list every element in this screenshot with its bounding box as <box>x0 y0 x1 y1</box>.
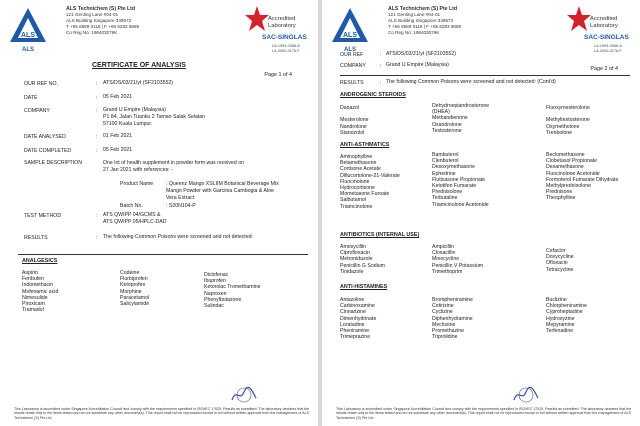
our-ref-value: ATS/DS/03/21/yt (SF2103552) <box>103 80 173 86</box>
analgesics-column-2 <box>120 270 149 307</box>
poison-item: Tramadol <box>22 307 44 314</box>
asthmatics-column-1 <box>340 154 400 210</box>
poison-item: Indomethacin <box>22 282 54 289</box>
batch-value: : S20N104-P <box>166 203 196 209</box>
poison-item: Ketorolac Tromethamine <box>204 284 261 291</box>
date-completed-value: 05 Feb 2021 <box>103 147 133 153</box>
accreditation-numbers: LA-1993-0066-A LA-2000-0176-F <box>272 44 300 53</box>
asthmatics-heading: ANTI-ASTHMATICS <box>340 142 390 148</box>
poison-item: Sulindac <box>204 303 224 310</box>
poison-item: Ampicillin <box>432 244 454 250</box>
poison-item: Cetirizine <box>432 303 454 310</box>
histamines-column-3 <box>546 297 587 334</box>
poison-item: Morphine <box>120 288 142 295</box>
poison-item: Triamcinolone Acetonide <box>432 201 489 208</box>
accreditation-star-icon <box>244 4 270 34</box>
als-logo-icon <box>8 6 48 46</box>
poison-item: (DHEA) <box>432 109 450 116</box>
results-text: The following Common Poisons were screened and not detected: (Cont'd) <box>386 79 556 85</box>
poison-item: Fluticasone Propionate <box>432 176 486 183</box>
poison-item: Promethazine <box>432 328 465 335</box>
poison-item: Cinnarizine <box>340 309 366 316</box>
accreditation-star-icon <box>566 4 592 34</box>
analgesics-column-1 <box>22 270 58 313</box>
svg-text:ALS: ALS <box>343 32 357 39</box>
batch-label: Batch No. <box>120 203 143 209</box>
poison-item: Prednisone <box>546 189 573 196</box>
poison-item: Hydroxyzine <box>546 315 575 322</box>
poison-item: Cortisone Acetate <box>340 166 381 173</box>
company-phone: T +65 6589 0118 | F +65 6283 9689 <box>66 24 140 29</box>
poison-item: Loratadine <box>340 321 365 328</box>
signature-stamp-icon <box>512 386 540 404</box>
poison-item: Ketotifen Fumarate <box>432 183 477 190</box>
accreditation-badge <box>566 4 630 62</box>
accreditation-numbers: LA-1993-0066-A LA-2000-0176-F <box>594 44 622 53</box>
company-address-1: 121 Genting Lane #04-01 <box>66 12 119 17</box>
company-header <box>388 6 461 36</box>
poison-item: Fluocinolone <box>340 178 370 185</box>
poison-item: Betamethasone <box>340 160 377 167</box>
poison-item: Tetracycline <box>546 266 574 273</box>
poison-item: Mesterolone <box>340 117 369 124</box>
poison-item: Ofloxacin <box>546 260 568 267</box>
poison-item: Antazoline <box>340 297 365 303</box>
poison-item: Penicillin V Potassium <box>432 262 484 269</box>
poison-item: Triamcinolone <box>340 203 373 210</box>
product-label: Product Name <box>120 181 154 187</box>
poison-item: Chlorpheniramine <box>546 303 587 310</box>
poison-item: Cefaclor <box>546 248 566 254</box>
histamines-column-2 <box>432 297 473 340</box>
poison-item: Diflucortolone-21-Valerate <box>340 172 400 179</box>
poison-item: Desoxymethasone <box>432 164 475 171</box>
poison-item: Nandrolone <box>340 123 367 130</box>
client-address-2: 57100 Kuala Lumpur. <box>103 120 153 127</box>
poison-item: Stanozolol <box>340 129 365 136</box>
poison-item: Fluoxymesterolone <box>546 105 590 111</box>
section-divider <box>18 254 308 255</box>
company-value: Grand U Empire (Malaysia) <box>386 62 449 68</box>
company-phone: T +65 6589 0118 | F +65 6283 9689 <box>388 24 462 29</box>
accreditation-footer: This Laboratory is accredited under Singapore Accreditation Council and comply with the requirements specified in ISO/IEC 17025. Results as submitted. The laboratory declares that the results relate only to the items tested and do not substitute any other document(s). This report shall not be reproduced except in full without written approval from the management of ALS Technichem (S) Pte Ltd. <box>336 406 632 420</box>
poison-item: Terbutaline <box>432 195 458 202</box>
poison-item: Danazol <box>340 105 360 111</box>
poison-item: Ephedrine <box>432 170 456 177</box>
accreditation-body: SAC-SINGLAS <box>262 34 307 41</box>
poison-item: Trimethoprim <box>432 268 463 275</box>
poison-item: Salicylamide <box>120 301 150 308</box>
results-label: RESULTS <box>340 80 364 86</box>
page-number: Page 1 of 4 <box>264 72 292 78</box>
company-label: COMPANY <box>24 108 50 114</box>
poison-item: Clobetasol Propionate <box>546 158 598 165</box>
poison-item: Methylprednisolone <box>546 183 591 190</box>
company-name: ALS Technichem (S) Pte Ltd <box>388 6 458 12</box>
poison-item: Ibuprofen <box>204 278 226 285</box>
poison-item: Paracetamol <box>120 294 150 301</box>
analgesics-column-3 <box>204 272 261 309</box>
poison-item: Ciprofloxacin <box>340 250 370 257</box>
poison-item: Methandienone <box>432 115 468 122</box>
poison-item: Oxandrolone <box>432 121 462 128</box>
sample-description: One lot of health supplement in powder form was received on 27 Jan 2021 with references: - <box>103 160 245 173</box>
steroids-column-1 <box>340 105 369 136</box>
our-ref-label: OUR REF NO. <box>24 81 59 87</box>
poison-item: Triprolidine <box>432 334 458 341</box>
poison-item: Formoterol Fumarate Dihydrate <box>546 176 619 183</box>
our-ref-value: ATS/DS/03/21/yt (SF2103552) <box>386 51 456 57</box>
test-method-value: ATS QWIPP 04/GCMS & ATS QWIPP 05/HPLC-DAD <box>103 212 167 225</box>
poison-item: Piroxicam <box>22 301 45 308</box>
certificate-page-2: ALS ALS ALS Technichem (S) Pte Ltd 121 Genting Lane #04-01 ALS Building Singapore 349572 T +65 6589 0118 | F +65 6283 9689 Co Reg No: 198403076K Accredited Laboratory SAC-SINGLAS LA-1993-0066-A LA-2000-0176-F OUR REF : ATS/DS/03/21/yt (SF2103552) COMPANY : Grand U Empire (Malaysia) Page 2 of 4 RESULTS : The following Common Poisons were screened and not detected: (Cont'd) ANDROGENIC STEROIDS Danazol Mesterolone Nandrolone Stanozolol Dehydroepiandrosterone (DHEA) Methandienone Oxandrolone Testosterone Fluoxymesterolone Methyltestosterone Oxymetholone Trenbolone ANTI-ASTHMATICS Aminophylline Betamethasone Cortisone Acetate Diflucortolone-21-Valerate Fluocinolone Hydrocortisone Mometasone Furoate Salbutamol Triamcinolone Bambuterol Clenbuterol Desoxymethasone Ephedrine Fluticasone Propionate Ketotifen Fumarate Prednisolone Terbutaline Triamcinolone Acetonide Beclomethasone Clobetasol Propionate Dexamethasone Fluocinolone Acetonide Formoterol Fumarate Dihydrate Methylprednisolone Prednisone Theophylline ANTIBIOTICS (INTERNAL USE) Amoxycillin Ciprofloxacin Metronidazole Penicillin G Sodium Tinidazole Ampicillin Cloxacillin Minocycline Penicillin V Potassium Trimethoprim Cefaclor Doxycycline Ofloxacin Tetracycline ANTI-HISTAMINES Antazoline Carbinoxamine Cinnarizine Dimenhydrinate Loratadine Pheniramine Trimeprazine Brompheniramine Cetirizine Cyclizine Diphenhydramine Meclozine Promethazine Triprolidine Buclizine Chlorpheniramine Cyproheptadine Hydroxyzine Mepyramine Terfenadine This Laboratory is accredited under Singapore Accreditation Council and comply with the requirements specified in ISO/IEC 17025. Results as submitted. The laboratory declares that the results relate only to the items tested and do not substitute any other document(s). This report shall not be reproduced except in full without written approval from the management of ALS Technichem (S) Pte Ltd. <box>322 0 640 426</box>
poison-item: Prednisolone <box>432 189 463 196</box>
poison-item: Aminophylline <box>340 154 373 160</box>
date-completed-label: DATE COMPLETED <box>24 148 72 154</box>
poison-item: Beclomethasone <box>546 152 585 158</box>
poison-item: Terfenadine <box>546 328 574 335</box>
poison-item: Clenbuterol <box>432 158 459 165</box>
company-block <box>103 107 205 127</box>
poison-item: Mepyramine <box>546 321 575 328</box>
histamines-heading: ANTI-HISTAMINES <box>340 284 388 290</box>
date-label: DATE <box>24 95 38 101</box>
poison-item: Codeine <box>120 270 140 276</box>
poison-item: Nimesulide <box>22 294 48 301</box>
poison-item: Ketoprofen <box>120 282 146 289</box>
asthmatics-column-3 <box>546 152 618 202</box>
steroids-column-3 <box>546 105 590 136</box>
antibiotics-column-3 <box>546 248 574 273</box>
company-address-2: ALS Building Singapore 349572 <box>66 18 132 23</box>
header-divider <box>340 75 630 76</box>
date-value: 05 Feb 2021 <box>103 94 133 100</box>
client-name: Grand U Empire (Malaysia) <box>103 107 166 113</box>
our-ref-label: OUR REF <box>340 52 364 58</box>
company-address-2: ALS Building Singapore 349572 <box>388 18 454 23</box>
signature-stamp-icon <box>230 386 258 404</box>
client-address-1: P1 84, Jalan Tuanku 2 Taman Salak Selatan <box>103 113 205 120</box>
poison-item: Dimenhydrinate <box>340 315 377 322</box>
poison-item: Hydrocortisone <box>340 185 375 192</box>
accreditation-badge <box>244 4 308 62</box>
test-method-label: TEST METHOD <box>24 213 62 219</box>
accreditation-footer: This Laboratory is accredited under Singapore Accreditation Council and comply with the requirements specified in ISO/IEC 17025. Results as submitted. The laboratory declares that the results relate only to the items tested and do not substitute any other document(s). This report shall not be reproduced except in full without written approval from the management of ALS Technichem (S) Pte Ltd. <box>14 406 310 420</box>
steroids-heading: ANDROGENIC STEROIDS <box>340 92 406 98</box>
poison-item: Methyltestosterone <box>546 117 590 124</box>
antibiotics-heading: ANTIBIOTICS (INTERNAL USE) <box>340 232 420 238</box>
accreditation-body: SAC-SINGLAS <box>584 34 629 41</box>
poison-item: Diphenhydramine <box>432 315 473 322</box>
poison-item: Cloxacillin <box>432 250 456 257</box>
poison-item: Tinidazole <box>340 268 364 275</box>
poison-item: Mometasone Furoate <box>340 191 390 198</box>
antibiotics-column-2 <box>432 244 483 275</box>
poison-item: Cyproheptadine <box>546 309 583 316</box>
poison-item: Bambuterol <box>432 152 459 158</box>
poison-item: Carbinoxamine <box>340 303 375 310</box>
page-number: Page 2 of 4 <box>590 66 618 72</box>
poison-item: Mefenamic acid <box>22 288 59 295</box>
poison-item: Diclofenac <box>204 272 229 278</box>
poison-item: Doxycycline <box>546 254 574 261</box>
product-name: : Queenz Mango XSLIIM Botanical Beverage Mix Mango Powder with Garcinia Cambogia & Aloe Vera Extract <box>166 181 279 201</box>
poison-item: Trenbolone <box>546 129 573 136</box>
poison-item: Dehydroepiandrosterone <box>432 103 490 109</box>
poison-item: Meclozine <box>432 321 456 328</box>
poison-item: Naproxen <box>204 290 227 297</box>
histamines-column-1 <box>340 297 376 340</box>
accreditation-text: Accredited Laboratory <box>268 16 296 29</box>
results-label: RESULTS <box>24 235 48 241</box>
poison-item: Metronidazole <box>340 256 373 263</box>
certificate-page-1: ALS ALS ALS Technichem (S) Pte Ltd 121 Genting Lane #04-01 ALS Building Singapore 349572 T +65 6589 0118 | F +65 6283 9689 Co Reg No: 198403076K Accredited Laboratory SAC-SINGLAS LA-1993-0066-A LA-2000-0176-F CERTIFICATE OF ANALYSIS Page 1 of 4 OUR REF NO. : ATS/DS/03/21/yt (SF2103552) DATE : 05 Feb 2021 COMPANY : Grand U Empire (Malaysia) P1 84, Jalan Tuanku 2 Taman Salak Selatan 57100 Kuala Lumpur. DATE ANALYSED : 01 Feb 2021 DATE COMPLETED : 05 Feb 2021 SAMPLE DESCRIPTION One lot of health supplement in powder form was received on 27 Jan 2021 with references: - Product Name : Queenz Mango XSLIIM Botanical Beverage Mix Mango Powder with Garcinia Cambogia & Aloe Vera Extract Batch No. : S20N104-P TEST METHOD : ATS QWIPP 04/GCMS & ATS QWIPP 05/HPLC-DAD RESULTS : The following Common Poisons were screened and not detected: ANALGESICS Aspirin Fenbufen Indomethacin Mefenamic acid Nimesulide Piroxicam Tramadol Codeine Flurbiprofen Ketoprofen Morphine Paracetamol Salicylamide Diclofenac Ibuprofen Ketorolac Tromethamine Naproxen Phenylbutazone Sulindac This Laboratory is accredited under Singapore Accreditation Council and comply with the requirements specified in ISO/IEC 17025. Results as submitted. The laboratory declares that the results relate only to the items tested and do not substitute any other document(s). This report shall not be reproduced except in full without written approval from the management of ALS Technichem (S) Pte Ltd. <box>0 0 318 426</box>
asthmatics-column-2 <box>432 152 489 208</box>
company-reg: Co Reg No: 198403076K <box>66 30 118 35</box>
poison-item: Flurbiprofen <box>120 276 148 283</box>
poison-item: Trimeprazine <box>340 334 371 341</box>
poison-item: Amoxycillin <box>340 244 366 250</box>
poison-item: Penicillin G Sodium <box>340 262 385 269</box>
steroids-column-2 <box>432 103 489 134</box>
poison-item: Cyclizine <box>432 309 453 316</box>
poison-item: Fluocinolone Acetonide <box>546 170 600 177</box>
company-reg: Co Reg No: 198403076K <box>388 30 440 35</box>
poison-item: Brompheniramine <box>432 297 473 303</box>
date-analysed-value: 01 Feb 2021 <box>103 133 133 139</box>
poison-item: Fenbufen <box>22 276 44 283</box>
poison-item: Dexamethasone <box>546 164 584 171</box>
company-label: COMPANY <box>340 63 366 69</box>
poison-item: Oxymetholone <box>546 123 580 130</box>
poison-item: Phenylbutazone <box>204 296 242 303</box>
als-logo-icon <box>330 6 370 46</box>
accreditation-text: Accredited Laboratory <box>590 16 618 29</box>
company-header <box>66 6 139 36</box>
company-name: ALS Technichem (S) Pte Ltd <box>66 6 136 12</box>
antibiotics-column-1 <box>340 244 385 275</box>
poison-item: Buclizine <box>546 297 567 303</box>
logo-text: ALS <box>22 47 34 53</box>
logo-text: ALS <box>344 47 356 53</box>
svg-text:ALS: ALS <box>21 32 35 39</box>
poison-item: Theophylline <box>546 195 576 202</box>
company-address-1: 121 Genting Lane #04-01 <box>388 12 441 17</box>
poison-item: Aspirin <box>22 270 38 276</box>
poison-item: Minocycline <box>432 256 460 263</box>
analgesics-heading: ANALGESICS <box>22 258 58 264</box>
results-text: The following Common Poisons were screened and not detected: <box>103 234 253 240</box>
date-analysed-label: DATE ANALYSED <box>24 134 66 140</box>
poison-item: Pheniramine <box>340 328 370 335</box>
sample-label: SAMPLE DESCRIPTION <box>24 160 82 166</box>
document-title: CERTIFICATE OF ANALYSIS <box>92 62 186 69</box>
poison-item: Salbutamol <box>340 197 366 204</box>
poison-item: Testosterone <box>432 127 462 134</box>
